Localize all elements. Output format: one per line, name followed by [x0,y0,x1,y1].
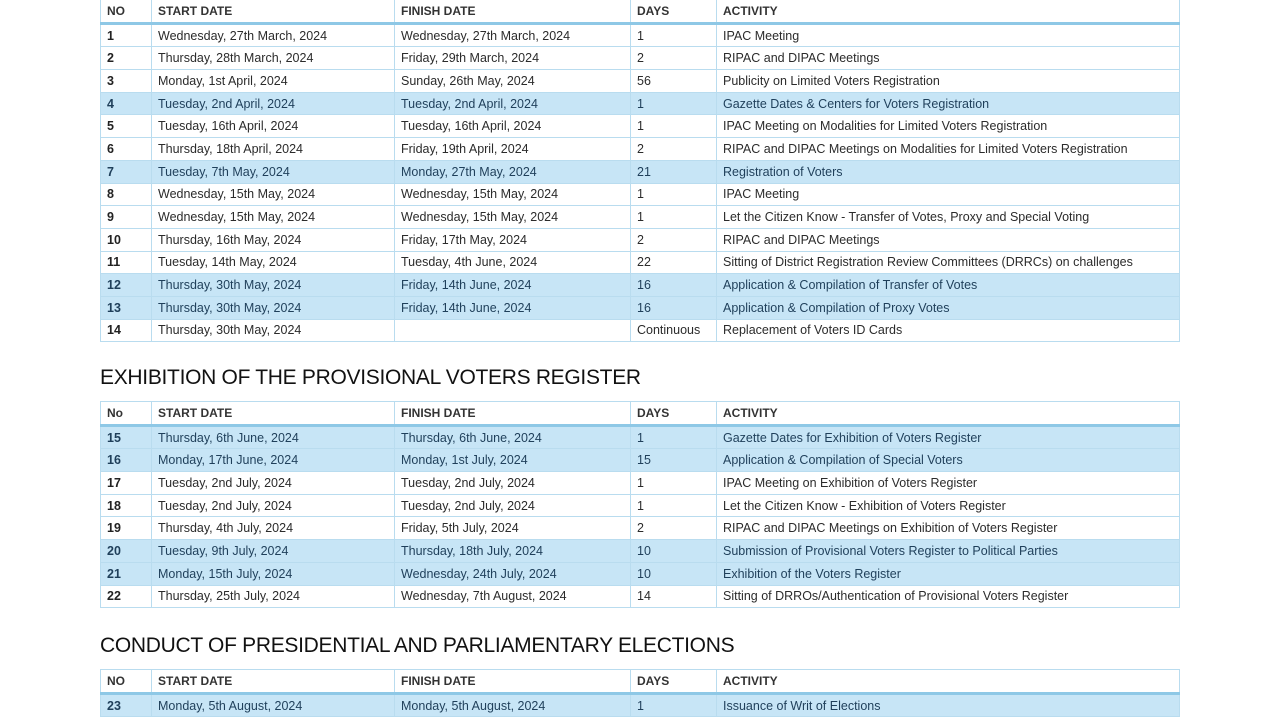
cell-activity: Let the Citizen Know - Exhibition of Voters Register [717,494,1180,517]
cell-activity: Publicity on Limited Voters Registration [717,70,1180,93]
cell-days: 56 [631,70,717,93]
cell-finish: Monday, 27th May, 2024 [395,160,631,183]
cell-no: 9 [101,206,152,229]
cell-activity: Application & Compilation of Transfer of Votes [717,274,1180,297]
column-header: START DATE [152,402,395,426]
cell-no: 11 [101,251,152,274]
cell-finish: Tuesday, 2nd July, 2024 [395,472,631,495]
cell-finish: Tuesday, 4th June, 2024 [395,251,631,274]
cell-start: Tuesday, 2nd July, 2024 [152,494,395,517]
header-row [101,670,1180,694]
cell-finish: Tuesday, 16th April, 2024 [395,115,631,138]
cell-activity: Gazette Dates & Centers for Voters Registration [717,92,1180,115]
header-row [101,402,1180,426]
cell-days: 1 [631,425,717,449]
cell-days: 2 [631,47,717,70]
cell-activity: Sitting of DRROs/Authentication of Provisional Voters Register [717,585,1180,608]
cell-no: 3 [101,70,152,93]
section-heading-exhibition: EXHIBITION OF THE PROVISIONAL VOTERS REGISTER [100,366,641,389]
cell-no: 16 [101,449,152,472]
column-header: ACTIVITY [717,402,1180,426]
header-row [101,0,1180,23]
cell-activity: RIPAC and DIPAC Meetings [717,47,1180,70]
table-row [101,585,1180,608]
cell-no: 18 [101,494,152,517]
cell-activity: IPAC Meeting [717,23,1180,47]
cell-finish: Monday, 1st July, 2024 [395,449,631,472]
cell-days: 2 [631,228,717,251]
table-row [101,494,1180,517]
cell-start: Monday, 1st April, 2024 [152,70,395,93]
table-row [101,115,1180,138]
cell-finish: Wednesday, 15th May, 2024 [395,206,631,229]
column-header: FINISH DATE [395,670,631,694]
cell-activity: RIPAC and DIPAC Meetings on Modalities for Limited Voters Registration [717,138,1180,161]
cell-days: 1 [631,115,717,138]
cell-finish: Friday, 29th March, 2024 [395,47,631,70]
cell-finish: Thursday, 18th July, 2024 [395,540,631,563]
table-row [101,693,1180,717]
cell-activity: Application & Compilation of Special Voters [717,449,1180,472]
cell-finish: Monday, 5th August, 2024 [395,693,631,717]
cell-no: 10 [101,228,152,251]
cell-activity: Issuance of Writ of Elections [717,693,1180,717]
cell-days: 10 [631,562,717,585]
cell-no: 22 [101,585,152,608]
cell-days: 1 [631,693,717,717]
column-header: No [101,402,152,426]
cell-no: 17 [101,472,152,495]
cell-days: 16 [631,296,717,319]
cell-no: 4 [101,92,152,115]
cell-no: 14 [101,319,152,342]
column-header: DAYS [631,402,717,426]
cell-no: 1 [101,23,152,47]
cell-start: Thursday, 30th May, 2024 [152,274,395,297]
cell-start: Tuesday, 2nd April, 2024 [152,92,395,115]
cell-finish: Wednesday, 7th August, 2024 [395,585,631,608]
cell-activity: Gazette Dates for Exhibition of Voters Register [717,425,1180,449]
cell-start: Thursday, 30th May, 2024 [152,296,395,319]
cell-finish [395,319,631,342]
cell-finish: Tuesday, 2nd July, 2024 [395,494,631,517]
cell-no: 19 [101,517,152,540]
cell-days: 14 [631,585,717,608]
table-row [101,138,1180,161]
cell-start: Tuesday, 9th July, 2024 [152,540,395,563]
cell-start: Thursday, 4th July, 2024 [152,517,395,540]
cell-start: Wednesday, 27th March, 2024 [152,23,395,47]
cell-no: 2 [101,47,152,70]
cell-activity: Application & Compilation of Proxy Votes [717,296,1180,319]
table-row [101,274,1180,297]
cell-start: Monday, 17th June, 2024 [152,449,395,472]
table-row [101,517,1180,540]
cell-days: 1 [631,472,717,495]
cell-finish: Sunday, 26th May, 2024 [395,70,631,93]
cell-days: 2 [631,138,717,161]
cell-start: Thursday, 6th June, 2024 [152,425,395,449]
cell-days: 15 [631,449,717,472]
table-row [101,251,1180,274]
cell-start: Tuesday, 16th April, 2024 [152,115,395,138]
elections-table [100,669,1180,717]
cell-activity: Replacement of Voters ID Cards [717,319,1180,342]
cell-days: 21 [631,160,717,183]
cell-finish: Friday, 14th June, 2024 [395,274,631,297]
table-row [101,23,1180,47]
cell-finish: Friday, 17th May, 2024 [395,228,631,251]
column-header: NO [101,670,152,694]
column-header: NO [101,0,152,23]
table-row [101,449,1180,472]
table-row [101,160,1180,183]
exhibition-table [100,401,1180,608]
cell-no: 20 [101,540,152,563]
table-row [101,472,1180,495]
cell-activity: Exhibition of the Voters Register [717,562,1180,585]
cell-no: 15 [101,425,152,449]
column-header: START DATE [152,0,395,23]
cell-activity: RIPAC and DIPAC Meetings on Exhibition of Voters Register [717,517,1180,540]
cell-days: 1 [631,494,717,517]
cell-no: 12 [101,274,152,297]
table-row [101,70,1180,93]
column-header: DAYS [631,0,717,23]
cell-days: 1 [631,92,717,115]
cell-days: 22 [631,251,717,274]
cell-start: Thursday, 30th May, 2024 [152,319,395,342]
column-header: FINISH DATE [395,402,631,426]
table-row [101,92,1180,115]
table-row [101,296,1180,319]
column-header: FINISH DATE [395,0,631,23]
cell-start: Monday, 5th August, 2024 [152,693,395,717]
cell-start: Tuesday, 2nd July, 2024 [152,472,395,495]
cell-activity: IPAC Meeting on Modalities for Limited Voters Registration [717,115,1180,138]
cell-activity: IPAC Meeting on Exhibition of Voters Register [717,472,1180,495]
cell-finish: Wednesday, 24th July, 2024 [395,562,631,585]
cell-activity: IPAC Meeting [717,183,1180,206]
table-row [101,47,1180,70]
cell-start: Monday, 15th July, 2024 [152,562,395,585]
table-row [101,183,1180,206]
cell-finish: Friday, 5th July, 2024 [395,517,631,540]
cell-days: 2 [631,517,717,540]
cell-start: Wednesday, 15th May, 2024 [152,183,395,206]
cell-finish: Wednesday, 27th March, 2024 [395,23,631,47]
column-header: START DATE [152,670,395,694]
cell-activity: RIPAC and DIPAC Meetings [717,228,1180,251]
table-row [101,540,1180,563]
column-header: ACTIVITY [717,670,1180,694]
cell-start: Tuesday, 14th May, 2024 [152,251,395,274]
cell-activity: Sitting of District Registration Review Committees (DRRCs) on challenges [717,251,1180,274]
cell-activity: Submission of Provisional Voters Register to Political Parties [717,540,1180,563]
cell-start: Thursday, 18th April, 2024 [152,138,395,161]
table-row [101,319,1180,342]
cell-no: 6 [101,138,152,161]
cell-start: Wednesday, 15th May, 2024 [152,206,395,229]
cell-finish: Tuesday, 2nd April, 2024 [395,92,631,115]
table-row [101,562,1180,585]
cell-finish: Friday, 19th April, 2024 [395,138,631,161]
column-header: DAYS [631,670,717,694]
cell-days: 1 [631,183,717,206]
cell-start: Thursday, 16th May, 2024 [152,228,395,251]
cell-days: Continuous [631,319,717,342]
registration-table [100,0,1180,342]
cell-no: 8 [101,183,152,206]
cell-no: 13 [101,296,152,319]
cell-finish: Wednesday, 15th May, 2024 [395,183,631,206]
cell-days: 16 [631,274,717,297]
cell-no: 23 [101,693,152,717]
cell-days: 10 [631,540,717,563]
column-header: ACTIVITY [717,0,1180,23]
cell-days: 1 [631,23,717,47]
cell-no: 21 [101,562,152,585]
cell-no: 7 [101,160,152,183]
cell-days: 1 [631,206,717,229]
cell-finish: Thursday, 6th June, 2024 [395,425,631,449]
table-row [101,206,1180,229]
cell-activity: Registration of Voters [717,160,1180,183]
cell-no: 5 [101,115,152,138]
cell-start: Thursday, 25th July, 2024 [152,585,395,608]
section-heading-elections: CONDUCT OF PRESIDENTIAL AND PARLIAMENTARY ELECTIONS [100,634,735,657]
cell-finish: Friday, 14th June, 2024 [395,296,631,319]
cell-start: Thursday, 28th March, 2024 [152,47,395,70]
table-row [101,425,1180,449]
cell-start: Tuesday, 7th May, 2024 [152,160,395,183]
cell-activity: Let the Citizen Know - Transfer of Votes, Proxy and Special Voting [717,206,1180,229]
table-row [101,228,1180,251]
